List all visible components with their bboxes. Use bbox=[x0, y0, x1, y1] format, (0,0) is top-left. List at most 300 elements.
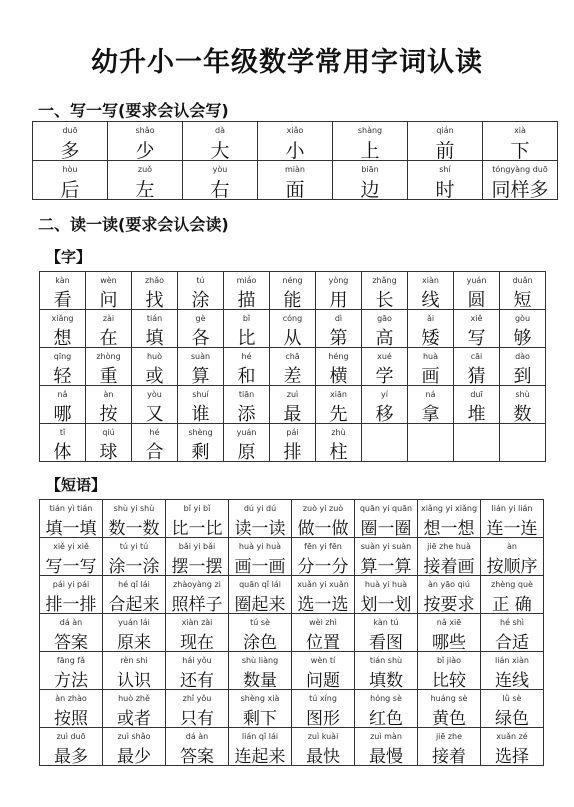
phrases-grid bbox=[39, 499, 544, 766]
phrase-cell bbox=[481, 576, 544, 614]
pinyin-text: yuán lái bbox=[118, 618, 150, 627]
character-cell bbox=[408, 310, 454, 348]
hanzi-text: 画一画 bbox=[234, 557, 286, 576]
character-cell bbox=[362, 272, 408, 310]
character-cell bbox=[224, 386, 270, 424]
pinyin-text: suàn bbox=[190, 352, 211, 361]
hanzi-text: 从 bbox=[283, 328, 302, 348]
hanzi-text: 或者 bbox=[117, 709, 151, 728]
pinyin-text: tú yi tú bbox=[119, 542, 149, 551]
hanzi-text: 连起来 bbox=[234, 747, 286, 766]
write-cell bbox=[33, 122, 108, 161]
pinyin-text: tián shù bbox=[369, 656, 403, 665]
phrase-cell bbox=[229, 652, 292, 690]
pinyin-text: hóng sè bbox=[370, 694, 402, 703]
character-cell bbox=[408, 272, 454, 310]
character-cell bbox=[86, 424, 132, 462]
hanzi-text: 画 bbox=[421, 366, 440, 386]
character-cell bbox=[408, 348, 454, 386]
character-cell bbox=[316, 386, 362, 424]
pinyin-text: ná bbox=[425, 390, 436, 399]
pinyin-text: lián xiàn bbox=[495, 656, 529, 665]
hanzi-text: 够 bbox=[513, 328, 532, 348]
character-cell bbox=[270, 348, 316, 386]
character-cell bbox=[270, 272, 316, 310]
pinyin-text: dà bbox=[215, 126, 225, 135]
pinyin-text: xiàn zài bbox=[181, 618, 213, 627]
character-cell bbox=[132, 272, 178, 310]
write-cell bbox=[333, 161, 408, 200]
phrase-cell bbox=[103, 728, 166, 766]
pinyin-text: xiān bbox=[330, 390, 347, 399]
hanzi-text: 第 bbox=[329, 328, 348, 348]
pinyin-text: àn bbox=[507, 542, 517, 551]
pinyin-text: wèi zhì bbox=[309, 618, 337, 627]
pinyin-text: dá àn bbox=[185, 732, 209, 741]
pinyin-text: yòu bbox=[212, 165, 228, 174]
pinyin-text: zuì shǎo bbox=[117, 732, 151, 741]
character-cell bbox=[270, 386, 316, 424]
phrase-cell bbox=[418, 614, 481, 652]
pinyin-text: xiǎng bbox=[51, 314, 74, 323]
character-cell bbox=[86, 310, 132, 348]
character-cell bbox=[316, 348, 362, 386]
pinyin-text: gāo bbox=[377, 314, 392, 323]
write-cell bbox=[333, 122, 408, 161]
phrase-cell bbox=[229, 538, 292, 576]
pinyin-text: tǐ bbox=[59, 428, 66, 437]
hanzi-text: 各 bbox=[191, 328, 210, 348]
hanzi-text: 答案 bbox=[54, 633, 88, 652]
phrase-cell bbox=[355, 538, 418, 576]
hanzi-text: 线 bbox=[421, 290, 440, 310]
character-cell bbox=[40, 386, 86, 424]
hanzi-text: 圈一圈 bbox=[360, 519, 412, 538]
pinyin-text: lián yi lián bbox=[491, 504, 533, 513]
phrase-cell bbox=[229, 576, 292, 614]
hanzi-text: 正 确 bbox=[492, 595, 532, 614]
pinyin-text: yòu bbox=[147, 390, 162, 399]
hanzi-text: 问题 bbox=[306, 671, 340, 690]
hanzi-text: 看 bbox=[53, 290, 72, 310]
hanzi-text: 合 bbox=[145, 442, 164, 462]
empty-cell bbox=[362, 424, 408, 462]
pinyin-text: shǎo bbox=[135, 126, 155, 135]
phrase-cell bbox=[481, 690, 544, 728]
hanzi-text: 现在 bbox=[180, 633, 214, 652]
character-cell bbox=[362, 310, 408, 348]
hanzi-text: 读一读 bbox=[234, 519, 286, 538]
pinyin-text: dú yi dú bbox=[243, 504, 277, 513]
pinyin-text: shù liàng bbox=[241, 656, 279, 665]
hanzi-text: 少 bbox=[135, 140, 155, 161]
pinyin-text: qián bbox=[436, 126, 454, 135]
hanzi-text: 按 bbox=[99, 404, 118, 424]
hanzi-text: 堆 bbox=[467, 404, 486, 424]
hanzi-text: 长 bbox=[375, 290, 394, 310]
phrase-cell bbox=[355, 652, 418, 690]
phrase-cell bbox=[229, 614, 292, 652]
phrase-cell bbox=[166, 614, 229, 652]
pinyin-text: shàng bbox=[357, 126, 383, 135]
hanzi-text: 圈起来 bbox=[234, 595, 286, 614]
phrase-cell bbox=[103, 690, 166, 728]
write-cell bbox=[33, 161, 108, 200]
hanzi-text: 比一比 bbox=[171, 519, 223, 538]
pinyin-text: wèn bbox=[100, 276, 117, 285]
pinyin-text: xiě yi xiě bbox=[53, 542, 89, 551]
hanzi-text: 想一想 bbox=[423, 519, 475, 538]
phrase-cell bbox=[40, 576, 103, 614]
hanzi-text: 小 bbox=[285, 140, 305, 161]
pinyin-text: yuán bbox=[236, 428, 257, 437]
hanzi-text: 分一分 bbox=[297, 557, 349, 576]
pinyin-text: xiàn bbox=[422, 276, 439, 285]
pinyin-text: quān yi quān bbox=[359, 504, 413, 513]
hanzi-text: 合起来 bbox=[108, 595, 160, 614]
pinyin-text: zhǐ yǒu bbox=[182, 694, 212, 703]
pinyin-text: zhàoyàng zi bbox=[173, 580, 221, 589]
phrase-cell bbox=[481, 728, 544, 766]
hanzi-text: 黄色 bbox=[432, 709, 466, 728]
phrase-cell bbox=[418, 728, 481, 766]
character-cell bbox=[132, 424, 178, 462]
write-cell bbox=[108, 161, 183, 200]
hanzi-text: 照样子 bbox=[171, 595, 223, 614]
pinyin-text: àn bbox=[103, 390, 114, 399]
pinyin-text: hé bbox=[241, 352, 252, 361]
pinyin-text: duī bbox=[470, 390, 483, 399]
hanzi-text: 接着画 bbox=[423, 557, 475, 576]
write-cell bbox=[258, 161, 333, 200]
phrase-cell bbox=[40, 728, 103, 766]
pinyin-text: jiē zhe bbox=[435, 732, 463, 741]
phrase-cell bbox=[292, 614, 355, 652]
pinyin-text: huà bbox=[422, 352, 439, 361]
pinyin-text: fēn yi fēn bbox=[304, 542, 342, 551]
hanzi-text: 右 bbox=[210, 179, 230, 200]
hanzi-text: 和 bbox=[237, 366, 256, 386]
hanzi-text: 选一选 bbox=[297, 595, 349, 614]
pinyin-text: huò zhě bbox=[118, 694, 150, 703]
phrase-cell bbox=[355, 500, 418, 538]
hanzi-text: 数一数 bbox=[108, 519, 160, 538]
pinyin-text: biān bbox=[361, 165, 379, 174]
hanzi-text: 学 bbox=[375, 366, 394, 386]
hanzi-text: 划一划 bbox=[360, 595, 412, 614]
hanzi-text: 填数 bbox=[369, 671, 403, 690]
hanzi-text: 问 bbox=[99, 290, 118, 310]
empty-cell bbox=[454, 424, 500, 462]
pinyin-text: zuǒ bbox=[137, 165, 153, 174]
character-cell bbox=[362, 348, 408, 386]
hanzi-text: 横 bbox=[329, 366, 348, 386]
pinyin-text: tián bbox=[146, 314, 163, 323]
hanzi-text: 剩下 bbox=[243, 709, 277, 728]
hanzi-text: 上 bbox=[360, 140, 380, 161]
hanzi-text: 找 bbox=[145, 290, 164, 310]
phrase-cell bbox=[292, 500, 355, 538]
pinyin-text: zhòng bbox=[96, 352, 121, 361]
hanzi-text: 剩 bbox=[191, 442, 210, 462]
phrase-cell bbox=[418, 652, 481, 690]
character-cell bbox=[178, 386, 224, 424]
hanzi-text: 描 bbox=[237, 290, 256, 310]
pinyin-text: fāng fǎ bbox=[56, 656, 86, 665]
character-cell bbox=[454, 272, 500, 310]
phrase-cell bbox=[103, 500, 166, 538]
hanzi-text: 认识 bbox=[117, 671, 151, 690]
hanzi-text: 最多 bbox=[54, 747, 88, 766]
hanzi-text: 绿色 bbox=[495, 709, 529, 728]
phrase-cell bbox=[103, 652, 166, 690]
hanzi-text: 用 bbox=[329, 290, 348, 310]
phrase-cell bbox=[292, 690, 355, 728]
hanzi-text: 最快 bbox=[306, 747, 340, 766]
phrase-cell bbox=[418, 690, 481, 728]
character-cell bbox=[40, 348, 86, 386]
pinyin-text: tú xíng bbox=[309, 694, 337, 703]
hanzi-text: 边 bbox=[360, 179, 380, 200]
section-heading-read: 二、读一读(要求会认会读) bbox=[38, 215, 229, 234]
pinyin-text: yuán bbox=[466, 276, 487, 285]
hanzi-text: 左 bbox=[135, 179, 155, 200]
character-cell bbox=[40, 424, 86, 462]
pinyin-text: qīng bbox=[53, 352, 72, 361]
hanzi-text: 位置 bbox=[306, 633, 340, 652]
pinyin-text: hé shì bbox=[500, 618, 524, 627]
hanzi-text: 按顺序 bbox=[486, 557, 538, 576]
pinyin-text: bǐ bbox=[242, 314, 251, 323]
pinyin-text: hé qǐ lái bbox=[118, 580, 150, 589]
characters-label: 【字】 bbox=[46, 248, 92, 266]
pinyin-text: tú bbox=[196, 276, 205, 285]
hanzi-text: 面 bbox=[285, 179, 305, 200]
hanzi-text: 后 bbox=[60, 179, 80, 200]
pinyin-text: bǐ jiào bbox=[436, 656, 462, 665]
pinyin-text: dào bbox=[515, 352, 530, 361]
character-cell bbox=[132, 310, 178, 348]
character-cell bbox=[316, 272, 362, 310]
phrase-cell bbox=[292, 538, 355, 576]
hanzi-text: 还有 bbox=[180, 671, 214, 690]
hanzi-text: 填 bbox=[145, 328, 164, 348]
hanzi-text: 短 bbox=[513, 290, 532, 310]
pinyin-text: xiǎng yi xiǎng bbox=[420, 504, 478, 513]
phrase-cell bbox=[418, 500, 481, 538]
hanzi-text: 哪些 bbox=[432, 633, 466, 652]
hanzi-text: 大 bbox=[210, 140, 230, 161]
write-grid bbox=[32, 121, 558, 200]
hanzi-text: 图形 bbox=[306, 709, 340, 728]
phrases-label: 【短语】 bbox=[46, 476, 107, 494]
hanzi-text: 谁 bbox=[191, 404, 210, 424]
hanzi-text: 或 bbox=[145, 366, 164, 386]
character-cell bbox=[454, 310, 500, 348]
hanzi-text: 按要求 bbox=[423, 595, 475, 614]
hanzi-text: 轻 bbox=[53, 366, 72, 386]
pinyin-text: tú sè bbox=[250, 618, 270, 627]
hanzi-text: 排 bbox=[283, 442, 302, 462]
phrase-cell bbox=[166, 576, 229, 614]
pinyin-text: bǎi yi bǎi bbox=[178, 542, 216, 551]
pinyin-text: zhù bbox=[331, 428, 346, 437]
section-heading-write: 一、写一写(要求会认会写) bbox=[38, 101, 229, 120]
hanzi-text: 答案 bbox=[180, 747, 214, 766]
pinyin-text: bǐ yi bǐ bbox=[183, 504, 211, 513]
phrase-cell bbox=[40, 500, 103, 538]
hanzi-text: 连一连 bbox=[486, 519, 538, 538]
pinyin-text: huà yi huà bbox=[238, 542, 282, 551]
hanzi-text: 时 bbox=[435, 179, 455, 200]
hanzi-text: 差 bbox=[283, 366, 302, 386]
character-cell bbox=[270, 424, 316, 462]
hanzi-text: 矮 bbox=[421, 328, 440, 348]
phrase-cell bbox=[40, 652, 103, 690]
pinyin-text: xué bbox=[377, 352, 392, 361]
pinyin-text: dá àn bbox=[59, 618, 83, 627]
pinyin-text: shí bbox=[439, 165, 451, 174]
hanzi-text: 体 bbox=[53, 442, 72, 462]
hanzi-text: 涂 bbox=[191, 290, 210, 310]
hanzi-text: 拿 bbox=[421, 404, 440, 424]
hanzi-text: 重 bbox=[99, 366, 118, 386]
character-cell bbox=[500, 348, 546, 386]
pinyin-text: huà yi huà bbox=[364, 580, 408, 589]
empty-cell bbox=[408, 424, 454, 462]
hanzi-text: 移 bbox=[375, 404, 394, 424]
pinyin-text: miáo bbox=[236, 276, 257, 285]
hanzi-text: 接着 bbox=[432, 747, 466, 766]
character-cell bbox=[408, 386, 454, 424]
character-cell bbox=[316, 424, 362, 462]
character-cell bbox=[454, 386, 500, 424]
pinyin-text: kàn bbox=[55, 276, 70, 285]
pinyin-text: pái yi pái bbox=[52, 580, 90, 589]
pinyin-text: lián qǐ lái bbox=[241, 732, 279, 741]
phrase-cell bbox=[292, 576, 355, 614]
pinyin-text: suàn yi suàn bbox=[360, 542, 412, 551]
hanzi-text: 到 bbox=[513, 366, 532, 386]
pinyin-text: shèng bbox=[188, 428, 213, 437]
write-cell bbox=[108, 122, 183, 161]
character-cell bbox=[86, 348, 132, 386]
hanzi-text: 最慢 bbox=[369, 747, 403, 766]
pinyin-text: hái yǒu bbox=[182, 656, 212, 665]
hanzi-text: 又 bbox=[145, 404, 164, 424]
pinyin-text: ǎi bbox=[426, 314, 435, 323]
hanzi-text: 按照 bbox=[54, 709, 88, 728]
character-cell bbox=[316, 310, 362, 348]
page-title: 幼升小一年级数学常用字词认读 bbox=[91, 47, 483, 78]
pinyin-text: xià bbox=[514, 126, 526, 135]
phrase-cell bbox=[481, 538, 544, 576]
pinyin-text: cāi bbox=[470, 352, 483, 361]
hanzi-text: 写 bbox=[467, 328, 486, 348]
pinyin-text: yòng bbox=[328, 276, 349, 285]
character-cell bbox=[454, 348, 500, 386]
phrase-cell bbox=[166, 500, 229, 538]
hanzi-text: 下 bbox=[510, 140, 530, 161]
phrase-cell bbox=[103, 614, 166, 652]
phrase-cell bbox=[229, 690, 292, 728]
empty-cell bbox=[500, 424, 546, 462]
write-cell bbox=[183, 161, 258, 200]
hanzi-text: 做一做 bbox=[297, 519, 349, 538]
pinyin-text: wèn tí bbox=[310, 656, 336, 665]
character-cell bbox=[270, 310, 316, 348]
hanzi-text: 添 bbox=[237, 404, 256, 424]
phrase-cell bbox=[355, 576, 418, 614]
hanzi-text: 前 bbox=[435, 140, 455, 161]
hanzi-text: 哪 bbox=[53, 404, 72, 424]
pinyin-text: àn zhào bbox=[55, 694, 87, 703]
character-cell bbox=[500, 386, 546, 424]
phrase-cell bbox=[166, 728, 229, 766]
hanzi-text: 涂色 bbox=[243, 633, 277, 652]
phrase-cell bbox=[103, 576, 166, 614]
pinyin-text: xuǎn yi xuǎn bbox=[297, 580, 349, 589]
phrase-cell bbox=[481, 614, 544, 652]
hanzi-text: 填一填 bbox=[45, 519, 97, 538]
character-cell bbox=[86, 272, 132, 310]
hanzi-text: 球 bbox=[99, 442, 118, 462]
pinyin-text: shèng xià bbox=[240, 694, 280, 703]
hanzi-text: 圆 bbox=[467, 290, 486, 310]
phrase-cell bbox=[166, 690, 229, 728]
pinyin-text: miàn bbox=[285, 165, 305, 174]
hanzi-text: 多 bbox=[60, 140, 80, 161]
write-cell bbox=[483, 161, 558, 200]
hanzi-text: 连线 bbox=[495, 671, 529, 690]
phrase-cell bbox=[292, 652, 355, 690]
phrase-cell bbox=[292, 728, 355, 766]
hanzi-text: 只有 bbox=[180, 709, 214, 728]
pinyin-text: zuì duō bbox=[56, 732, 86, 741]
pinyin-text: xiě bbox=[470, 314, 483, 323]
character-cell bbox=[178, 348, 224, 386]
character-cell bbox=[500, 310, 546, 348]
phrase-cell bbox=[418, 538, 481, 576]
phrase-cell bbox=[40, 538, 103, 576]
hanzi-text: 能 bbox=[283, 290, 302, 310]
hanzi-text: 最 bbox=[283, 404, 302, 424]
hanzi-text: 算一算 bbox=[360, 557, 412, 576]
phrase-cell bbox=[229, 500, 292, 538]
pinyin-text: hé bbox=[149, 428, 160, 437]
hanzi-text: 数 bbox=[513, 404, 532, 424]
hanzi-text: 最少 bbox=[117, 747, 151, 766]
character-cell bbox=[224, 272, 270, 310]
character-cell bbox=[40, 272, 86, 310]
character-cell bbox=[132, 386, 178, 424]
write-cell bbox=[408, 161, 483, 200]
pinyin-text: pái bbox=[286, 428, 299, 437]
character-cell bbox=[40, 310, 86, 348]
phrase-cell bbox=[481, 652, 544, 690]
character-cell bbox=[86, 386, 132, 424]
hanzi-text: 算 bbox=[191, 366, 210, 386]
hanzi-text: 原来 bbox=[117, 633, 151, 652]
pinyin-text: tóngyàng duō bbox=[492, 165, 548, 174]
hanzi-text: 同样多 bbox=[491, 179, 549, 200]
pinyin-text: yí bbox=[381, 390, 388, 399]
character-cell bbox=[178, 310, 224, 348]
pinyin-text: tián yì tián bbox=[49, 504, 93, 513]
pinyin-text: quān qǐ lái bbox=[239, 580, 281, 589]
pinyin-text: xiǎo bbox=[286, 126, 304, 135]
character-cell bbox=[224, 348, 270, 386]
